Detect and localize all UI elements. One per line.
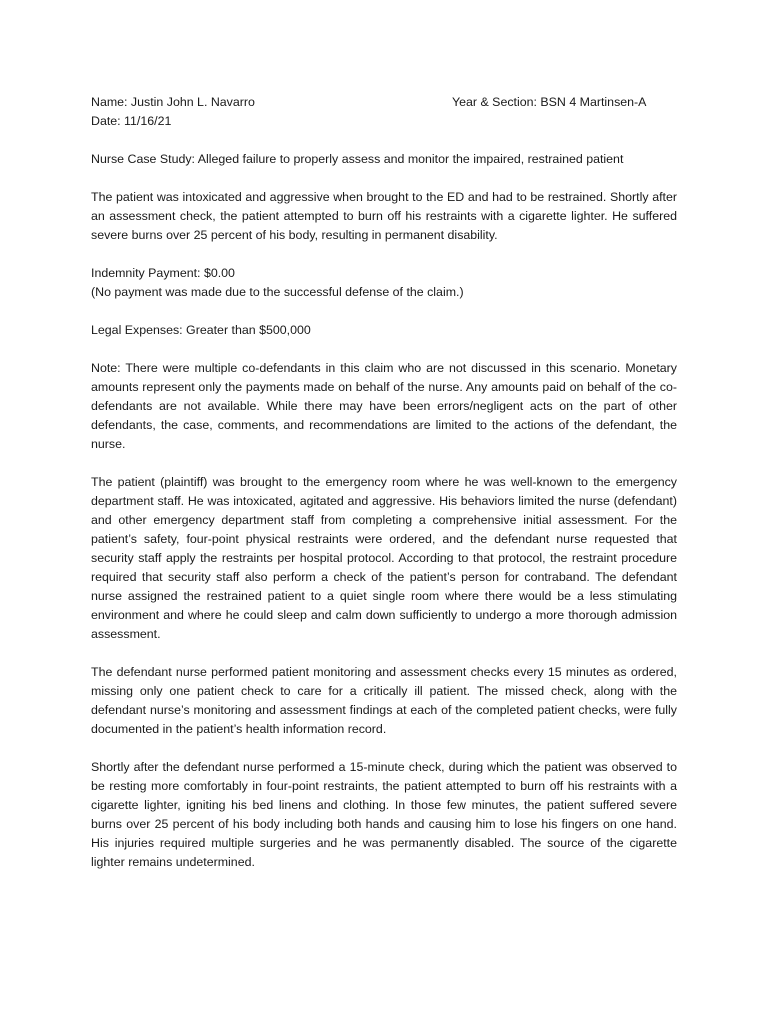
header-row [91, 93, 677, 112]
summary-paragraph: The patient was intoxicated and aggressive when brought to the ED and had to be restrained. Shortly after an assessment check, the patient attempted to burn off his restraints with a cigarette lighter. He suffered severe burns over 25 percent of his body, resulting in permanent disability. [91, 190, 677, 242]
indemnity-note: (No payment was made due to the successful defense of the claim.) [91, 285, 464, 299]
note-paragraph: Note: There were multiple co-defendants in this claim who are not discussed in this scenario. Monetary amounts represent only the payments made on behalf of the nurse. Any amounts paid on behalf of the co-defendants are not available. While there may have been errors/negligent acts on the part of other defendants, the case, comments, and recommendations are limited to the actions of the defendant, the nurse. [91, 361, 677, 451]
indemnity-payment: Indemnity Payment: $0.00 [91, 266, 235, 280]
legal-expenses: Legal Expenses: Greater than $500,000 [91, 323, 311, 337]
date: Date: 11/16/21 [91, 114, 172, 128]
body-paragraph: The defendant nurse performed patient monitoring and assessment checks every 15 minutes as ordered, missing only one patient check to care for a critically ill patient. The missed check, along with the defendant nurse’s monitoring and assessment findings at each of the completed patient checks, were fully documented in the patient’s health information record. [91, 665, 677, 736]
body-paragraph: Shortly after the defendant nurse performed a 15-minute check, during which the patient was observed to be resting more comfortably in four-point restraints, the patient attempted to burn off his restraints with a cigarette lighter, igniting his bed linens and clothing. In those few minutes, the patient suffered severe burns over 25 percent of his body including both hands and causing him to lose his fingers on one hand. His injuries required multiple surgeries and he was permanently disabled. The source of the cigarette lighter remains undetermined. [91, 760, 677, 869]
student-name: Name: Justin John L. Navarro [91, 95, 255, 109]
body-paragraph: The patient (plaintiff) was brought to the emergency room where he was well-known to the emergency department staff. He was intoxicated, agitated and aggressive. His behaviors limited the nurse (defendant) and other emergency department staff from completing a comprehensive initial assessment. For the patient’s safety, four-point physical restraints were ordered, and the defendant nurse requested that security staff apply the restraints per hospital protocol. According to that protocol, the restraint procedure required that security staff also perform a check of the patient’s person for contraband. The defendant nurse assigned the restrained patient to a quiet single room where there would be a less stimulating environment and where he could sleep and calm down sufficiently to undergo a more thorough admission assessment. [91, 475, 677, 641]
case-study-title: Nurse Case Study: Alleged failure to properly assess and monitor the impaired, restrained patient [91, 152, 624, 166]
year-section: Year & Section: BSN 4 Martinsen-A [452, 95, 647, 109]
